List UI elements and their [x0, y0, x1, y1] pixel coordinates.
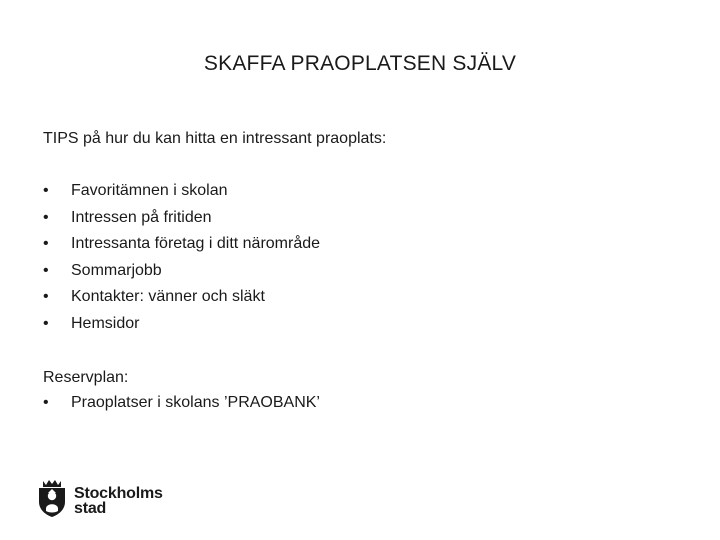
intro-text: TIPS på hur du kan hitta en intressant praoplats: — [43, 130, 387, 147]
bullet: • — [43, 208, 49, 226]
reserve-list — [43, 392, 320, 414]
list-item — [43, 231, 320, 258]
list-item — [43, 284, 320, 311]
logo-text — [74, 486, 163, 516]
list-item — [43, 311, 320, 338]
tip-text: Sommarjobb — [71, 261, 162, 279]
list-item — [43, 205, 320, 232]
reserve-heading: Reservplan: — [43, 369, 129, 386]
bullet: • — [43, 288, 49, 306]
logo-line1: Stockholms — [74, 484, 163, 502]
tip-text: Intressen på fritiden — [71, 208, 212, 226]
tip-text: Hemsidor — [71, 314, 140, 332]
bullet: • — [43, 235, 49, 253]
bullet: • — [43, 261, 49, 279]
list-item — [43, 392, 320, 414]
logo-line2: stad — [74, 499, 107, 517]
tip-text: Favoritämnen i skolan — [71, 182, 228, 199]
tip-text: Kontakter: vänner och släkt — [71, 288, 265, 306]
bullet: • — [43, 394, 49, 411]
list-item — [43, 258, 320, 285]
stockholm-crest-icon — [36, 478, 68, 523]
list-item — [43, 178, 320, 205]
stockholm-logo — [36, 478, 163, 523]
reserve-item-text: Praoplatser i skolans ’PRAOBANK’ — [71, 394, 320, 411]
tips-list — [43, 178, 320, 338]
bullet: • — [43, 314, 49, 332]
bullet: • — [43, 182, 49, 199]
slide-title: SKAFFA PRAOPLATSEN SJÄLV — [203, 52, 517, 75]
tip-text: Intressanta företag i ditt närområde — [71, 235, 321, 253]
